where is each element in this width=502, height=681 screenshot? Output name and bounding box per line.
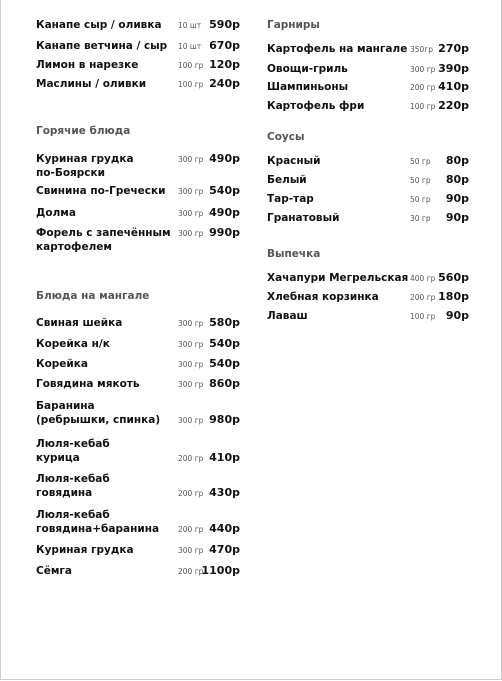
item-price: 560р <box>438 271 469 284</box>
item-name: Тар-тар <box>267 193 314 205</box>
item-name: Белый <box>267 174 307 186</box>
item-price: 580р <box>209 316 240 329</box>
item-name: Гранатовый <box>267 212 340 224</box>
item-qty: 300 гр <box>410 65 436 74</box>
item-qty: 300 гр <box>178 155 204 164</box>
item-price: 490р <box>209 152 240 165</box>
item-qty: 300 гр <box>178 187 204 196</box>
item-price: 80р <box>445 154 469 167</box>
item-name: Канапе сыр / оливка <box>36 19 162 31</box>
item-price: 470р <box>209 543 240 556</box>
item-name: Люля-кебаб курица <box>36 438 110 464</box>
item-price: 90р <box>445 192 469 205</box>
section-title-sauces: Соусы <box>267 131 305 143</box>
item-name: Картофель на мангале <box>267 43 408 55</box>
menu-item <box>36 548 240 578</box>
item-price: 540р <box>209 184 240 197</box>
item-name: Люля-кебаб говядина+баранина <box>36 509 160 535</box>
item-name: Картофель фри <box>267 100 365 112</box>
item-qty: 50 гр <box>410 195 431 204</box>
item-price: 440р <box>209 522 240 535</box>
item-price: 430р <box>209 486 240 499</box>
item-price: 390р <box>438 62 469 75</box>
item-name: Канапе ветчина / сыр <box>36 40 168 52</box>
item-name: Форель с запечённым картофелем <box>36 227 171 253</box>
item-qty: 350гр <box>410 45 434 54</box>
item-qty: 300 гр <box>178 340 204 349</box>
item-name: Куриная грудка по-Боярски <box>36 153 134 179</box>
item-qty: 200 гр <box>410 83 436 92</box>
item-qty: 50 гр <box>410 176 431 185</box>
menu-item <box>267 293 469 323</box>
item-name: Куриная грудка <box>36 544 134 556</box>
item-price: 180р <box>438 290 469 303</box>
item-name: Хлебная корзинка <box>267 291 379 303</box>
item-name: Лимон в нарезке <box>36 59 139 71</box>
menu-item <box>36 61 240 91</box>
item-name: Маслины / оливки <box>36 78 147 90</box>
item-price: 670р <box>209 39 240 52</box>
item-name: Баранина (ребрышки, спинка) <box>36 400 161 426</box>
menu-item <box>36 224 240 254</box>
item-name: Говядина мякоть <box>36 378 140 390</box>
item-qty: 300 гр <box>178 380 204 389</box>
section-title-bakery: Выпечка <box>267 248 321 260</box>
item-price: 490р <box>209 206 240 219</box>
item-name: Красный <box>267 155 321 167</box>
menu-item <box>36 190 240 220</box>
item-qty: 300 гр <box>178 319 204 328</box>
item-price: 120р <box>209 58 240 71</box>
item-name: Овощи-гриль <box>267 63 348 75</box>
item-qty: 300 гр <box>178 209 204 218</box>
item-name: Сёмга <box>36 565 72 577</box>
item-qty: 200 гр <box>178 489 204 498</box>
item-price: 90р <box>445 309 469 322</box>
item-price: 1100р <box>201 564 240 577</box>
item-name: Хачапури Мегрельская <box>267 272 409 284</box>
item-name: Люля-кебаб говядина <box>36 473 110 499</box>
section-title-grill: Блюда на мангале <box>36 290 150 302</box>
item-name: Корейка <box>36 358 89 370</box>
item-price: 540р <box>209 357 240 370</box>
menu-item <box>36 361 240 391</box>
item-price: 90р <box>445 211 469 224</box>
item-qty: 10 шт <box>178 42 202 51</box>
item-qty: 300 гр <box>178 546 204 555</box>
item-price: 990р <box>209 226 240 239</box>
item-qty: 400 гр <box>410 274 436 283</box>
item-price: 410р <box>209 451 240 464</box>
item-name: Шампиньоны <box>267 81 349 93</box>
section-title-hot: Горячие блюда <box>36 125 131 137</box>
item-price: 270р <box>438 42 469 55</box>
item-qty: 100 гр <box>410 102 436 111</box>
item-qty: 30 гр <box>410 214 431 223</box>
item-price: 540р <box>209 337 240 350</box>
item-qty: 200 гр <box>178 454 204 463</box>
item-qty: 100 гр <box>410 312 436 321</box>
item-qty: 200 гр <box>178 525 204 534</box>
item-price: 860р <box>209 377 240 390</box>
section-title-garnish: Гарниры <box>267 19 320 31</box>
item-price: 410р <box>438 80 469 93</box>
item-qty: 50 гр <box>410 157 431 166</box>
item-name: Долма <box>36 207 76 219</box>
item-qty: 300 гр <box>178 229 204 238</box>
item-price: 980р <box>209 413 240 426</box>
item-qty: 300 гр <box>178 416 204 425</box>
item-qty: 300 гр <box>178 360 204 369</box>
item-name: Свиная шейка <box>36 317 123 329</box>
item-qty: 100 гр <box>178 61 204 70</box>
item-price: 80р <box>445 173 469 186</box>
item-price: 590р <box>209 18 240 31</box>
item-qty: 100 гр <box>178 80 204 89</box>
item-name: Корейка н/к <box>36 338 110 350</box>
item-price: 220р <box>438 99 469 112</box>
item-qty: 10 шт <box>178 21 202 30</box>
menu-item <box>36 470 240 500</box>
item-qty: 200 гр <box>178 567 204 576</box>
menu-item <box>267 83 469 113</box>
item-name: Свинина по-Гречески <box>36 185 166 197</box>
item-qty: 200 гр <box>410 293 436 302</box>
item-price: 240р <box>209 77 240 90</box>
item-name: Лаваш <box>267 310 308 322</box>
menu-item <box>36 435 240 465</box>
menu-item <box>267 195 469 225</box>
menu-item <box>36 397 240 427</box>
